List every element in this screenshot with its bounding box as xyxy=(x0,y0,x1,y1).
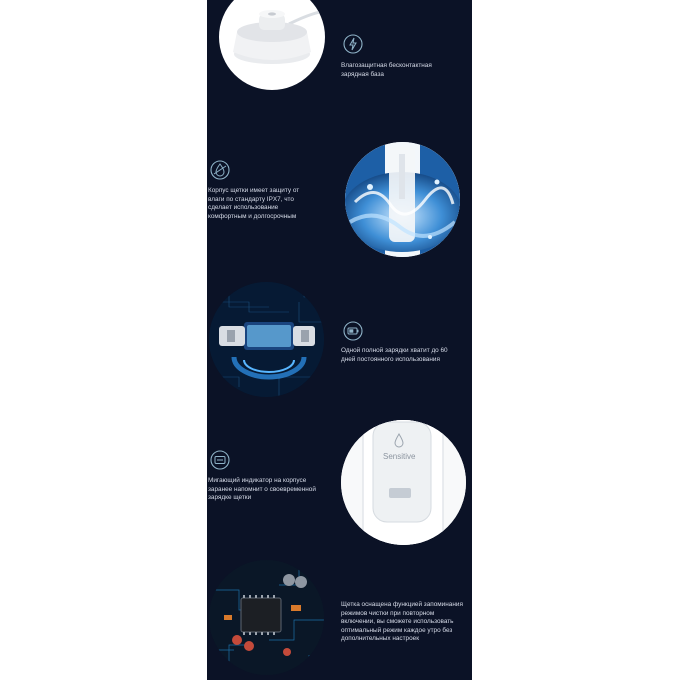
feature-text-line: оптимальный режим каждое утро без xyxy=(341,626,453,634)
feature-indicator-text xyxy=(208,477,316,503)
feature-text-line: зарядке щетки xyxy=(208,494,252,502)
feature-text-line: влаги по стандарту IPX7, что xyxy=(208,195,294,203)
feature-text-line: дополнительных настроек xyxy=(341,635,419,643)
feature-memory-text xyxy=(341,601,463,644)
lightning-bolt-icon xyxy=(343,34,363,54)
battery-tech-image xyxy=(209,282,324,397)
feature-charging-base-text xyxy=(341,62,432,79)
feature-text-line: режимов чистки при повторном xyxy=(341,609,435,617)
brush-mode-label: Sensitive xyxy=(383,452,416,461)
feature-text-line: Корпус щетки имеет защиту от xyxy=(208,187,300,194)
feature-battery-text xyxy=(341,347,448,364)
toothbrush-indicator-image xyxy=(341,420,466,545)
product-features-panel xyxy=(207,0,472,680)
circuit-board-image xyxy=(209,560,324,675)
feature-text-line: Одной полной зарядки хватит до 60 xyxy=(341,347,448,354)
feature-text-line: Влагозащитная бесконтактная xyxy=(341,62,432,69)
feature-text-line: комфортным и долгосрочным xyxy=(208,212,297,220)
feature-text-line: Мигающий индикатор на корпусе xyxy=(208,477,307,484)
feature-water-protection-text xyxy=(208,187,299,221)
feature-text-line: заранее напомнит о своевременной xyxy=(208,485,316,493)
charging-base-image xyxy=(219,0,325,90)
water-drop-icon xyxy=(210,160,230,180)
water-splash-image xyxy=(345,142,460,257)
battery-icon xyxy=(343,321,363,341)
feature-text-line: Щетка оснащена функцией запоминания xyxy=(341,601,463,608)
feature-text-line: сделает использование xyxy=(208,204,279,212)
feature-text-line: дней постоянного использования xyxy=(341,355,440,363)
feature-text-line: включении, вы сможете использовать xyxy=(341,618,454,626)
indicator-icon xyxy=(210,450,230,470)
feature-text-line: зарядная база xyxy=(341,70,384,78)
